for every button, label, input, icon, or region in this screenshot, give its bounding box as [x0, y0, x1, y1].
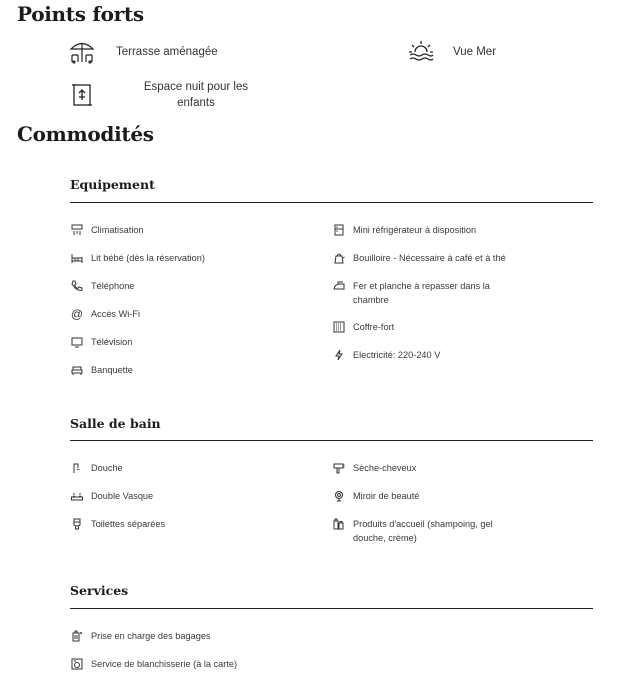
- amenity-label: Douche: [91, 463, 123, 473]
- phone-icon: [70, 279, 84, 293]
- crib-icon: [70, 251, 84, 265]
- highlight-label: Terrasse aménagée: [116, 46, 218, 58]
- toiletries-icon: [332, 517, 346, 531]
- sea-view-icon: [407, 38, 435, 66]
- amenity-label: Mini réfrigérateur à disposition: [353, 225, 477, 235]
- amenity-label: Lit bébé (dès la réservation): [91, 253, 205, 263]
- section-title-equipement: Equipement: [70, 177, 155, 192]
- amenity-label: Produits d'accueil (shampoing, gel douche, crème): [353, 519, 493, 543]
- amenity-label: Téléphone: [91, 281, 135, 291]
- amenity-label: Service de blanchisserie (à la carte): [91, 659, 238, 669]
- amenity-sofa: [70, 363, 133, 377]
- amenity-label: Accès Wi-Fi: [91, 309, 140, 319]
- amenity-luggage: [70, 629, 211, 643]
- amenity-toilet: [70, 517, 165, 531]
- amenity-fridge: [332, 223, 476, 237]
- amenity-label: Sèche-cheveux: [353, 463, 417, 473]
- iron-icon: [332, 279, 346, 293]
- section-divider: [70, 608, 593, 609]
- amenity-label: Climatisation: [91, 225, 144, 235]
- toilet-icon: [70, 517, 84, 531]
- amenity-label: Banquette: [91, 365, 133, 375]
- amenity-label: Double Vasque: [91, 491, 154, 501]
- amenity-laundry: [70, 657, 237, 671]
- shower-icon: [70, 461, 84, 475]
- safe-icon: [332, 320, 346, 334]
- highlight-label: Vue Mer: [453, 46, 497, 58]
- amenity-kettle: [332, 251, 506, 265]
- amenity-electricity: [332, 348, 440, 362]
- highlight-sea-view: [407, 38, 496, 66]
- sofa-icon: [70, 363, 84, 377]
- amenity-safe: [332, 320, 394, 334]
- luggage-icon: [70, 629, 84, 643]
- amenity-shower: [70, 461, 123, 475]
- amenity-label: Miroir de beauté: [353, 491, 420, 501]
- amenity-label: Electricité: 220-240 V: [353, 350, 441, 360]
- amenity-mirror: [332, 489, 419, 503]
- amenity-wifi: [70, 307, 140, 321]
- electricity-icon: [332, 348, 346, 362]
- kettle-icon: [332, 251, 346, 265]
- tv-icon: [70, 335, 84, 349]
- amenity-tv: [70, 335, 132, 349]
- amenity-label: Prise en charge des bagages: [91, 631, 211, 641]
- mirror-icon: [332, 489, 346, 503]
- amenity-label: Toilettes séparées: [91, 519, 166, 529]
- umbrella-terrace-icon: [68, 38, 96, 66]
- hair-dryer-icon: [332, 461, 346, 475]
- amenity-double-sink: [70, 489, 153, 503]
- section-divider: [70, 440, 593, 441]
- amenity-phone: [70, 279, 134, 293]
- amenities-title: Commodités: [17, 122, 154, 146]
- amenity-label: Télévision: [91, 337, 133, 347]
- amenity-crib: [70, 251, 205, 265]
- highlight-terrace: [68, 38, 218, 66]
- section-title-services: Services: [70, 583, 129, 598]
- amenity-label: Bouilloire - Nécessaire à café et à thé: [353, 253, 506, 263]
- amenity-toiletries: [332, 517, 523, 545]
- child-sleep-area-icon: [68, 81, 96, 109]
- wifi-at-icon: @: [70, 307, 84, 321]
- double-sink-icon: [70, 489, 84, 503]
- section-title-salle-de-bain: Salle de bain: [70, 416, 161, 431]
- air-conditioning-icon: [70, 223, 84, 237]
- fridge-icon: [332, 223, 346, 237]
- highlights-title: Points forts: [17, 2, 144, 26]
- amenity-air-conditioning: [70, 223, 144, 237]
- highlight-child-space: [68, 79, 256, 111]
- section-divider: [70, 202, 593, 203]
- amenity-label: Fer et planche à repasser dans la chambre: [353, 281, 490, 305]
- highlight-label: Espace nuit pour les enfants: [143, 81, 249, 109]
- amenity-hair-dryer: [332, 461, 416, 475]
- amenity-iron: [332, 279, 513, 307]
- amenity-label: Coffre-fort: [353, 322, 395, 332]
- laundry-icon: [70, 657, 84, 671]
